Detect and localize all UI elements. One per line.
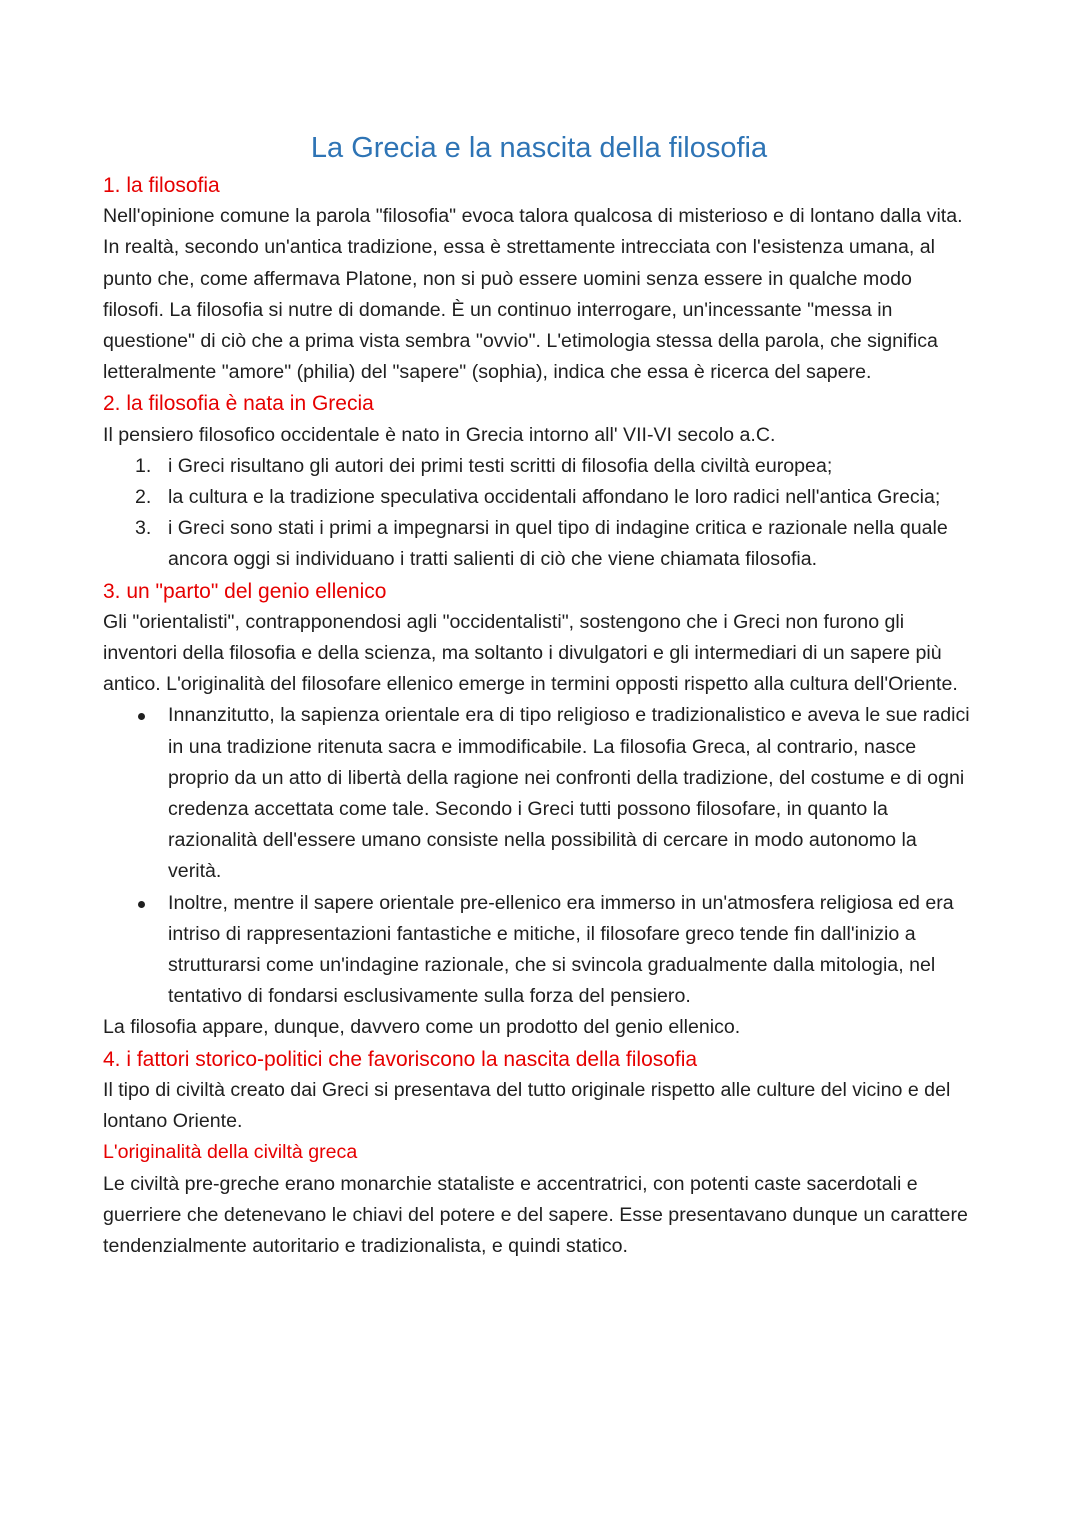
list-item xyxy=(103,888,975,1013)
list-item-text: i Greci sono stati i primi a impegnarsi in quel tipo di indagine critica e razionale nella quale ancora oggi si individuano i tratti salienti di ciò che viene chiamata filosofia. xyxy=(168,517,948,571)
section-2 xyxy=(103,388,975,575)
list-number: 3. xyxy=(135,517,152,540)
list-item xyxy=(103,513,975,575)
list-item xyxy=(103,451,975,482)
list-number: 2. xyxy=(135,486,152,509)
section-heading: 1. la filosofia xyxy=(103,174,220,197)
numbered-list xyxy=(103,451,975,576)
section-4 xyxy=(103,1044,975,1262)
bullet-icon xyxy=(138,713,145,720)
bullet-icon xyxy=(138,901,145,908)
section-paragraph: Nell'opinione comune la parola "filosofia" evoca talora qualcosa di misterioso e di lontano dalla vita. In realtà, secondo un'antica tradizione, essa è strettamente intrecciata con l'esistenza umana, al punto che, come affermava Platone, non si può essere uomini senza essere in qualche modo filosofi. La filosofia si nutre di domande. È un continuo interrogare, un'incessante "messa in questione" di ciò che a prima vista sembra "ovvio". L'etimologia stessa della parola, che significa letteralmente "amore" (philia) del "sapere" (sophia), indica che essa è ricerca del sapere. xyxy=(103,205,963,384)
section-3 xyxy=(103,576,975,1044)
section-subheading: L'originalità della civiltà greca xyxy=(103,1141,358,1164)
section-heading: 3. un "parto" del genio ellenico xyxy=(103,579,387,603)
section-intro: Gli "orientalisti", contrapponendosi agli "occidentalisti", sostengono che i Greci non furono gli inventori della filosofia e della scienza, ma soltanto i divulgatori e gli intermediari di un sapere più antico. L'originalità del filosofare ellenico emerge in termini opposti rispetto alla cultura dell'Oriente. xyxy=(103,610,958,696)
section-outro: La filosofia appare, dunque, davvero come un prodotto del genio ellenico. xyxy=(103,1016,741,1039)
list-item-text: Innanzitutto, la sapienza orientale era di tipo religioso e tradizionalistico e aveva le sue radici in una tradizione ritenuta sacra e immodificabile. La filosofia Greca, al contrario, nasce proprio da un atto di libertà della ragione nei confronti della tradizione, del costume e di ogni credenza accettata come tale. Secondo i Greci tutti possono filosofare, in quanto la razionalità dell'essere umano consiste nella possibilità di cercare in modo autonomo la verità. xyxy=(168,704,970,883)
page-title: La Grecia e la nascita della filosofia xyxy=(310,132,768,164)
list-item xyxy=(103,700,975,887)
list-item-text: i Greci risultano gli autori dei primi testi scritti di filosofia della civiltà europea; xyxy=(168,454,833,477)
list-item xyxy=(103,482,975,513)
section-intro: Il tipo di civiltà creato dai Greci si presentava del tutto originale rispetto alle culture del vicino e del lontano Oriente. xyxy=(103,1078,951,1133)
list-number: 1. xyxy=(135,454,152,477)
document-page xyxy=(103,128,975,1262)
section-paragraph: Le civiltà pre-greche erano monarchie stataliste e accentratrici, con potenti caste sacerdotali e guerriere che detenevano le chiavi del potere e del sapere. Esse presentavano dunque un carattere tendenzialmente autoritario e tradizionalista, e quindi statico. xyxy=(103,1172,968,1257)
list-item-text: la cultura e la tradizione speculativa occidentali affondano le loro radici nell'antica Grecia; xyxy=(168,486,941,509)
section-1 xyxy=(103,170,975,388)
bullet-list xyxy=(103,700,975,1012)
section-heading: 4. i fattori storico-politici che favoriscono la nascita della filosofia xyxy=(103,1047,698,1071)
list-item-text: Inoltre, mentre il sapere orientale pre-ellenico era immerso in un'atmosfera religiosa ed era intriso di rappresentazioni fantastiche e mitiche, il filosofare greco tende fin dall'inizio a strutturarsi come un'indagine razionale, che si svincola gradualmente dalla mitologia, nel tentativo di fondarsi esclusivamente sulla forza del pensiero. xyxy=(168,891,954,1008)
section-heading: 2. la filosofia è nata in Grecia xyxy=(103,392,374,416)
section-intro: Il pensiero filosofico occidentale è nato in Grecia intorno all' VII-VI secolo a.C. xyxy=(103,423,776,446)
